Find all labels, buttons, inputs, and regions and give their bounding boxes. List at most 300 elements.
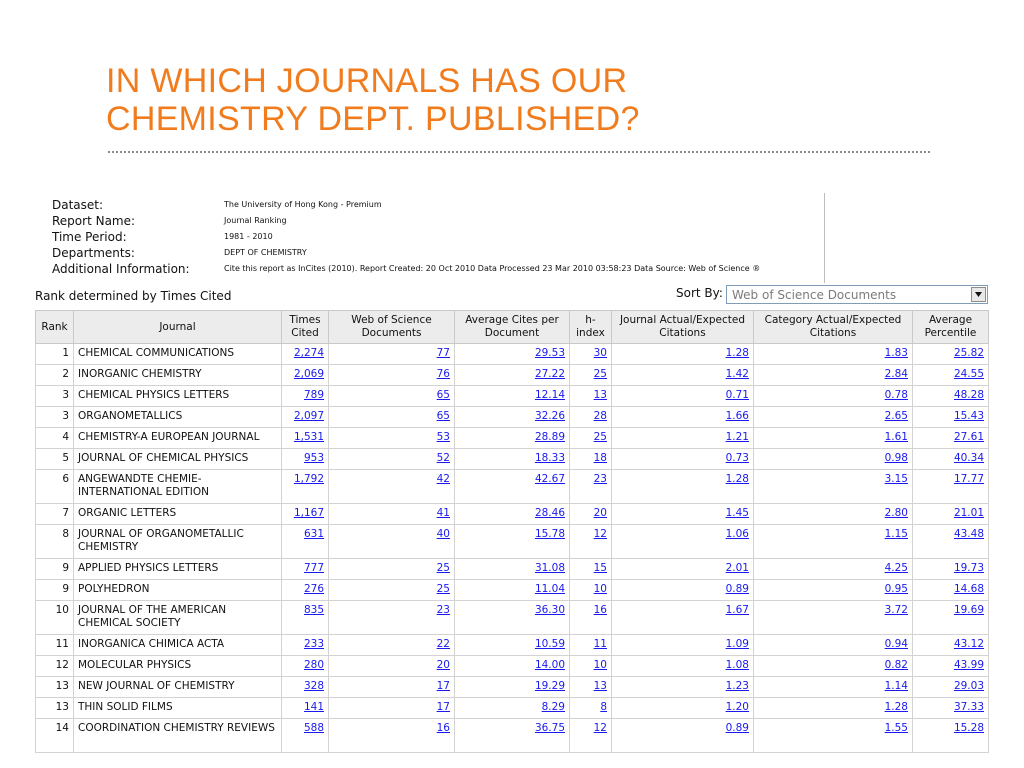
h-index-link[interactable]: 16 (593, 604, 607, 616)
cell-wos-documents (329, 407, 455, 428)
avg-cites-link[interactable]: 27.22 (534, 368, 565, 380)
journal-ranking-table (35, 310, 989, 753)
times-cited-link[interactable]: 789 (303, 389, 324, 401)
cell-journal: INORGANIC CHEMISTRY (74, 365, 282, 386)
cell-avg-percentile (913, 559, 989, 580)
cell-journal-ae (612, 470, 754, 504)
journal-ae-link[interactable]: 1.06 (725, 528, 749, 540)
cell-category-ae (754, 656, 913, 677)
h-index-link[interactable]: 25 (593, 368, 607, 380)
cell-wos-documents (329, 601, 455, 635)
category-ae-link[interactable]: 0.78 (884, 389, 908, 401)
h-index-link[interactable]: 30 (593, 347, 607, 359)
rank-caption: Rank determined by Times Cited (35, 289, 232, 303)
wos-documents-link[interactable]: 65 (436, 410, 450, 422)
wos-documents-link[interactable]: 16 (436, 722, 450, 734)
cell-times-cited (282, 677, 329, 698)
journal-ae-link[interactable]: 1.09 (725, 638, 749, 650)
avg-percentile-link[interactable]: 17.77 (953, 473, 984, 485)
times-cited-link[interactable]: 233 (303, 638, 324, 650)
cell-times-cited (282, 365, 329, 386)
table-row (36, 525, 989, 559)
table-row (36, 656, 989, 677)
cell-times-cited (282, 559, 329, 580)
cell-times-cited (282, 470, 329, 504)
avg-percentile-link[interactable]: 25.82 (953, 347, 984, 359)
times-cited-link[interactable]: 1,167 (293, 507, 324, 519)
avg-cites-link[interactable]: 8.29 (541, 701, 565, 713)
h-index-link[interactable]: 15 (593, 562, 607, 574)
cell-times-cited (282, 525, 329, 559)
cell-rank: 9 (36, 580, 74, 601)
table-row (36, 698, 989, 719)
category-ae-link[interactable]: 4.25 (884, 562, 908, 574)
avg-cites-link[interactable]: 10.59 (534, 638, 565, 650)
category-ae-link[interactable]: 1.61 (884, 431, 908, 443)
cell-journal: THIN SOLID FILMS (74, 698, 282, 719)
avg-cites-link[interactable]: 12.14 (534, 389, 565, 401)
wos-documents-link[interactable]: 52 (436, 452, 450, 464)
category-ae-link[interactable]: 2.65 (884, 410, 908, 422)
h-index-link[interactable]: 12 (593, 722, 607, 734)
header-rank[interactable]: Rank (36, 311, 74, 344)
avg-cites-link[interactable]: 29.53 (534, 347, 565, 359)
h-index-link[interactable]: 20 (593, 507, 607, 519)
category-ae-link[interactable]: 2.84 (884, 368, 908, 380)
wos-documents-link[interactable]: 25 (436, 583, 450, 595)
cell-journal: COORDINATION CHEMISTRY REVIEWS (74, 719, 282, 753)
cell-wos-documents (329, 656, 455, 677)
table-row (36, 365, 989, 386)
cell-wos-documents (329, 428, 455, 449)
avg-percentile-link[interactable]: 19.69 (953, 604, 984, 616)
table-row (36, 407, 989, 428)
cell-rank: 2 (36, 365, 74, 386)
times-cited-link[interactable]: 1,792 (293, 473, 324, 485)
cell-journal: MOLECULAR PHYSICS (74, 656, 282, 677)
cell-avg-cites (455, 525, 570, 559)
h-index-link[interactable]: 13 (593, 680, 607, 692)
cell-times-cited (282, 656, 329, 677)
cell-rank: 8 (36, 525, 74, 559)
cell-h-index (570, 504, 612, 525)
cell-wos-documents (329, 580, 455, 601)
cell-avg-cites (455, 698, 570, 719)
times-cited-link[interactable]: 328 (303, 680, 324, 692)
cell-journal: JOURNAL OF THE AMERICAN CHEMICAL SOCIETY (74, 601, 282, 635)
header-wos-documents[interactable]: Web of Science Documents (329, 311, 455, 344)
avg-cites-link[interactable]: 11.04 (534, 583, 565, 595)
cell-category-ae (754, 635, 913, 656)
cell-avg-percentile (913, 504, 989, 525)
times-cited-link[interactable]: 141 (303, 701, 324, 713)
journal-ae-link[interactable]: 0.89 (725, 583, 749, 595)
category-ae-link[interactable]: 1.15 (884, 528, 908, 540)
table-body (36, 344, 989, 753)
table-row (36, 428, 989, 449)
cell-times-cited (282, 449, 329, 470)
cell-avg-cites (455, 635, 570, 656)
avg-percentile-link[interactable]: 14.68 (953, 583, 984, 595)
journal-ae-link[interactable]: 1.28 (725, 473, 749, 485)
cell-journal: POLYHEDRON (74, 580, 282, 601)
dropdown-button[interactable] (971, 287, 986, 302)
meta-value: Journal Ranking (224, 216, 287, 225)
header-journal[interactable]: Journal (74, 311, 282, 344)
avg-cites-link[interactable]: 31.08 (534, 562, 565, 574)
times-cited-link[interactable]: 2,097 (293, 410, 324, 422)
cell-category-ae (754, 601, 913, 635)
cell-times-cited (282, 719, 329, 753)
cell-journal-ae (612, 449, 754, 470)
table-row (36, 677, 989, 698)
wos-documents-link[interactable]: 41 (436, 507, 450, 519)
cell-rank: 3 (36, 386, 74, 407)
cell-rank: 6 (36, 470, 74, 504)
cell-rank: 3 (36, 407, 74, 428)
cell-h-index (570, 407, 612, 428)
meta-dataset (52, 198, 832, 215)
wos-documents-link[interactable]: 40 (436, 528, 450, 540)
cell-journal-ae (612, 504, 754, 525)
journal-ae-link[interactable]: 1.28 (725, 347, 749, 359)
cell-category-ae (754, 386, 913, 407)
avg-cites-link[interactable]: 18.33 (534, 452, 565, 464)
header-times-cited[interactable]: Times Cited (282, 311, 329, 344)
cell-rank: 7 (36, 504, 74, 525)
journal-ae-link[interactable]: 1.42 (725, 368, 749, 380)
cell-category-ae (754, 698, 913, 719)
cell-category-ae (754, 525, 913, 559)
avg-cites-link[interactable]: 15.78 (534, 528, 565, 540)
times-cited-link[interactable]: 280 (303, 659, 324, 671)
avg-cites-link[interactable]: 28.89 (534, 431, 565, 443)
category-ae-link[interactable]: 2.80 (884, 507, 908, 519)
avg-cites-link[interactable]: 32.26 (534, 410, 565, 422)
category-ae-link[interactable]: 1.83 (884, 347, 908, 359)
meta-value: 1981 - 2010 (224, 232, 273, 241)
cell-category-ae (754, 677, 913, 698)
meta-value: Cite this report as InCites (2010). Report Created: 20 Oct 2010 Data Processed 23 Mar 2010 03:58:23 Data Source: Web of Science ® (224, 264, 761, 273)
chevron-down-icon (975, 292, 982, 297)
cell-times-cited (282, 635, 329, 656)
avg-cites-link[interactable]: 36.30 (534, 604, 565, 616)
wos-documents-link[interactable]: 22 (436, 638, 450, 650)
cell-h-index (570, 677, 612, 698)
category-ae-link[interactable]: 0.95 (884, 583, 908, 595)
cell-avg-percentile (913, 580, 989, 601)
cell-avg-percentile (913, 635, 989, 656)
avg-percentile-link[interactable]: 15.28 (953, 722, 984, 734)
cell-wos-documents (329, 386, 455, 407)
cell-h-index (570, 719, 612, 753)
avg-cites-link[interactable]: 36.75 (534, 722, 565, 734)
cell-times-cited (282, 407, 329, 428)
h-index-link[interactable]: 18 (593, 452, 607, 464)
avg-cites-link[interactable]: 42.67 (534, 473, 565, 485)
cell-avg-percentile (913, 344, 989, 365)
cell-rank: 4 (36, 428, 74, 449)
journal-ae-link[interactable]: 2.01 (725, 562, 749, 574)
cell-avg-cites (455, 601, 570, 635)
slide-title-line-2: CHEMISTRY DEPT. PUBLISHED? (106, 100, 640, 138)
cell-journal-ae (612, 635, 754, 656)
cell-rank: 12 (36, 656, 74, 677)
cell-avg-percentile (913, 719, 989, 753)
times-cited-link[interactable]: 1,531 (293, 431, 324, 443)
cell-journal: CHEMICAL COMMUNICATIONS (74, 344, 282, 365)
category-ae-link[interactable]: 0.94 (884, 638, 908, 650)
cell-journal-ae (612, 656, 754, 677)
meta-time-period (52, 230, 832, 247)
meta-label: Dataset: (52, 198, 104, 212)
journal-ae-link[interactable]: 1.21 (725, 431, 749, 443)
cell-avg-percentile (913, 428, 989, 449)
cell-journal: JOURNAL OF CHEMICAL PHYSICS (74, 449, 282, 470)
journal-ae-link[interactable]: 1.20 (725, 701, 749, 713)
cell-avg-cites (455, 719, 570, 753)
wos-documents-link[interactable]: 25 (436, 562, 450, 574)
table-header-row (36, 311, 989, 344)
journal-ae-link[interactable]: 0.71 (725, 389, 749, 401)
cell-category-ae (754, 719, 913, 753)
avg-percentile-link[interactable]: 15.43 (953, 410, 984, 422)
category-ae-link[interactable]: 0.82 (884, 659, 908, 671)
table-row (36, 344, 989, 365)
wos-documents-link[interactable]: 42 (436, 473, 450, 485)
cell-category-ae (754, 559, 913, 580)
times-cited-link[interactable]: 631 (303, 528, 324, 540)
table-row (36, 635, 989, 656)
table-row (36, 504, 989, 525)
h-index-link[interactable]: 25 (593, 431, 607, 443)
wos-documents-link[interactable]: 76 (436, 368, 450, 380)
cell-journal-ae (612, 580, 754, 601)
meta-value: The University of Hong Kong - Premium (224, 200, 382, 209)
avg-cites-link[interactable]: 14.00 (534, 659, 565, 671)
cell-avg-cites (455, 386, 570, 407)
header-category-ae[interactable]: Category Actual/Expected Citations (754, 311, 913, 344)
times-cited-link[interactable]: 2,274 (293, 347, 324, 359)
cell-wos-documents (329, 449, 455, 470)
cell-rank: 13 (36, 698, 74, 719)
sort-by-select[interactable] (726, 285, 988, 304)
cell-avg-cites (455, 407, 570, 428)
cell-h-index (570, 365, 612, 386)
cell-h-index (570, 386, 612, 407)
cell-journal: ORGANIC LETTERS (74, 504, 282, 525)
cell-category-ae (754, 428, 913, 449)
cell-wos-documents (329, 525, 455, 559)
cell-avg-percentile (913, 365, 989, 386)
cell-times-cited (282, 344, 329, 365)
cell-category-ae (754, 580, 913, 601)
cell-times-cited (282, 386, 329, 407)
cell-h-index (570, 428, 612, 449)
cell-avg-percentile (913, 525, 989, 559)
sort-by-value: Web of Science Documents (732, 288, 897, 302)
header-avg-cites[interactable]: Average Cites per Document (455, 311, 570, 344)
journal-ae-link[interactable]: 1.67 (725, 604, 749, 616)
times-cited-link[interactable]: 588 (303, 722, 324, 734)
avg-percentile-link[interactable]: 37.33 (953, 701, 984, 713)
avg-percentile-link[interactable]: 29.03 (953, 680, 984, 692)
cell-h-index (570, 698, 612, 719)
cell-h-index (570, 559, 612, 580)
times-cited-link[interactable]: 953 (303, 452, 324, 464)
wos-documents-link[interactable]: 20 (436, 659, 450, 671)
journal-ae-link[interactable]: 1.08 (725, 659, 749, 671)
cell-category-ae (754, 365, 913, 386)
cell-avg-cites (455, 504, 570, 525)
cell-avg-cites (455, 428, 570, 449)
cell-journal-ae (612, 407, 754, 428)
cell-avg-percentile (913, 677, 989, 698)
journal-ae-link[interactable]: 0.89 (725, 722, 749, 734)
cell-wos-documents (329, 504, 455, 525)
avg-percentile-link[interactable]: 43.12 (953, 638, 984, 650)
cell-avg-percentile (913, 470, 989, 504)
avg-cites-link[interactable]: 19.29 (534, 680, 565, 692)
wos-documents-link[interactable]: 17 (436, 701, 450, 713)
cell-h-index (570, 601, 612, 635)
cell-times-cited (282, 428, 329, 449)
category-ae-link[interactable]: 1.14 (884, 680, 908, 692)
cell-journal: ORGANOMETALLICS (74, 407, 282, 428)
h-index-link[interactable]: 12 (593, 528, 607, 540)
avg-percentile-link[interactable]: 40.34 (953, 452, 984, 464)
category-ae-link[interactable]: 1.28 (884, 701, 908, 713)
meta-value: DEPT OF CHEMISTRY (224, 248, 307, 257)
h-index-link[interactable]: 10 (593, 659, 607, 671)
cell-journal: CHEMISTRY-A EUROPEAN JOURNAL (74, 428, 282, 449)
cell-journal-ae (612, 365, 754, 386)
title-divider (108, 151, 930, 153)
wos-documents-link[interactable]: 65 (436, 389, 450, 401)
cell-journal-ae (612, 559, 754, 580)
meta-label: Report Name: (52, 214, 136, 228)
cell-avg-cites (455, 470, 570, 504)
cell-journal: ANGEWANDTE CHEMIE-INTERNATIONAL EDITION (74, 470, 282, 504)
cell-journal-ae (612, 428, 754, 449)
cell-wos-documents (329, 559, 455, 580)
cell-rank: 14 (36, 719, 74, 753)
cell-avg-percentile (913, 698, 989, 719)
avg-percentile-link[interactable]: 43.48 (953, 528, 984, 540)
h-index-link[interactable]: 11 (593, 638, 607, 650)
h-index-link[interactable]: 10 (593, 583, 607, 595)
cell-avg-percentile (913, 386, 989, 407)
cell-journal: CHEMICAL PHYSICS LETTERS (74, 386, 282, 407)
cell-category-ae (754, 470, 913, 504)
cell-rank: 1 (36, 344, 74, 365)
avg-percentile-link[interactable]: 24.55 (953, 368, 984, 380)
sort-label: Sort By: (676, 286, 723, 300)
meta-additional-info (52, 262, 832, 279)
cell-category-ae (754, 344, 913, 365)
cell-journal-ae (612, 719, 754, 753)
times-cited-link[interactable]: 276 (303, 583, 324, 595)
report-metadata (36, 193, 825, 283)
cell-journal-ae (612, 677, 754, 698)
avg-percentile-link[interactable]: 27.61 (953, 431, 984, 443)
cell-wos-documents (329, 698, 455, 719)
cell-avg-cites (455, 580, 570, 601)
cell-avg-percentile (913, 449, 989, 470)
table-row (36, 449, 989, 470)
cell-category-ae (754, 449, 913, 470)
cell-journal-ae (612, 601, 754, 635)
journal-ae-link[interactable]: 0.73 (725, 452, 749, 464)
cell-h-index (570, 449, 612, 470)
cell-rank: 9 (36, 559, 74, 580)
wos-documents-link[interactable]: 53 (436, 431, 450, 443)
cell-avg-percentile (913, 656, 989, 677)
h-index-link[interactable]: 8 (600, 701, 607, 713)
times-cited-link[interactable]: 777 (303, 562, 324, 574)
cell-rank: 5 (36, 449, 74, 470)
category-ae-link[interactable]: 1.55 (884, 722, 908, 734)
cell-times-cited (282, 580, 329, 601)
cell-rank: 10 (36, 601, 74, 635)
header-h-index[interactable]: h-index (570, 311, 612, 344)
category-ae-link[interactable]: 0.98 (884, 452, 908, 464)
avg-percentile-link[interactable]: 19.73 (953, 562, 984, 574)
table-row (36, 470, 989, 504)
cell-rank: 11 (36, 635, 74, 656)
avg-cites-link[interactable]: 28.46 (534, 507, 565, 519)
slide-title-line-1: IN WHICH JOURNALS HAS OUR (106, 62, 628, 100)
journal-ae-link[interactable]: 1.23 (725, 680, 749, 692)
cell-times-cited (282, 698, 329, 719)
avg-percentile-link[interactable]: 21.01 (953, 507, 984, 519)
h-index-link[interactable]: 28 (593, 410, 607, 422)
wos-documents-link[interactable]: 77 (436, 347, 450, 359)
cell-avg-percentile (913, 407, 989, 428)
journal-ae-link[interactable]: 1.45 (725, 507, 749, 519)
avg-percentile-link[interactable]: 48.28 (953, 389, 984, 401)
cell-journal: NEW JOURNAL OF CHEMISTRY (74, 677, 282, 698)
cell-journal-ae (612, 525, 754, 559)
cell-wos-documents (329, 719, 455, 753)
table-row (36, 559, 989, 580)
h-index-link[interactable]: 13 (593, 389, 607, 401)
wos-documents-link[interactable]: 17 (436, 680, 450, 692)
journal-ae-link[interactable]: 1.66 (725, 410, 749, 422)
times-cited-link[interactable]: 2,069 (293, 368, 324, 380)
table-row (36, 386, 989, 407)
cell-h-index (570, 525, 612, 559)
cell-journal-ae (612, 344, 754, 365)
category-ae-link[interactable]: 3.72 (884, 604, 908, 616)
table-row (36, 580, 989, 601)
times-cited-link[interactable]: 835 (303, 604, 324, 616)
header-avg-percentile[interactable]: Average Percentile (913, 311, 989, 344)
category-ae-link[interactable]: 3.15 (884, 473, 908, 485)
cell-times-cited (282, 504, 329, 525)
meta-label: Time Period: (52, 230, 127, 244)
cell-journal: INORGANICA CHIMICA ACTA (74, 635, 282, 656)
cell-journal-ae (612, 386, 754, 407)
meta-report-name (52, 214, 832, 231)
header-journal-ae[interactable]: Journal Actual/Expected Citations (612, 311, 754, 344)
cell-avg-cites (455, 344, 570, 365)
avg-percentile-link[interactable]: 43.99 (953, 659, 984, 671)
wos-documents-link[interactable]: 23 (436, 604, 450, 616)
cell-category-ae (754, 407, 913, 428)
cell-wos-documents (329, 677, 455, 698)
h-index-link[interactable]: 23 (593, 473, 607, 485)
